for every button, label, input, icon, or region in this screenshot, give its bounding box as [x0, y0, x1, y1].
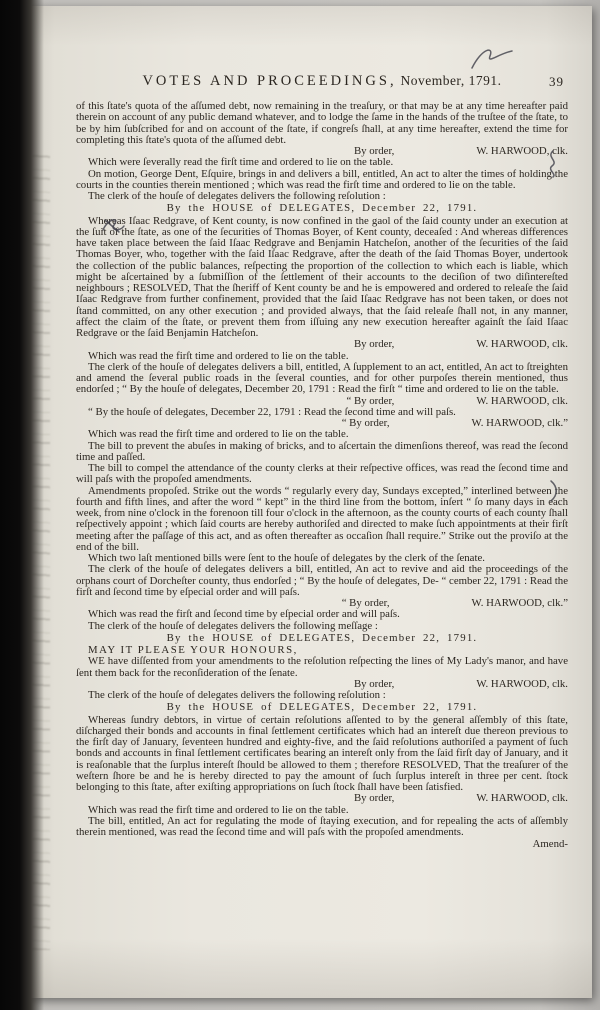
by-order-label: By order,: [353, 792, 395, 805]
by-order-line: [76, 339, 568, 350]
paragraph: Whereas ſundry debtors, in virtue of certain reſolutions aſſented to by the general aſſembly of this ſtate, diſcharged their bonds and accounts in final ſettlement certificates which had an intereſt due thereon previous to the firſt day of January, ſeventeen hundred and eighty-five, and the ſaid reſolutions authoriſed a payment of ſuch bonds and accounts in final ſettlement certificates bearing an intereſt only from the ſaid firſt day of January, and it is reaſonable that the ſurplus intereſt ſhould be allowed to them ; therefore RESOLVED, That the treaſurer of the weſtern ſhore be and he is hereby directed to pay the amount of ſuch ſurplus intereſt in three per cent. ſtock belonging to this ſtate, after exiſting appropriations on ſuch ſtock ſhall have been ſatisfied.: [76, 713, 568, 793]
by-order-label: “ By order,: [346, 394, 395, 407]
house-of-delegates-heading: By the HOUSE of DELEGATES, December 22, 1791.: [166, 202, 478, 215]
house-of-delegates-heading: By the HOUSE of DELEGATES, December 22, 1791.: [166, 701, 478, 714]
paragraph: Which was read the firſt time and ordered to lie on the table.: [88, 803, 349, 816]
paragraph: WE have diſſented from your amendments to the reſolution reſpecting the lines of My Lady's manor, and have ſent them back for the reconſideration of the ſenate.: [76, 655, 568, 679]
by-order-label: By order,: [353, 677, 395, 690]
paragraph: The clerk of the houſe of delegates delivers a bill, entitled, An act to revive and aid the proceedings of the orphans court of Dorcheſter county, thus endorſed ; “ By the houſe of delegates, De- “ cember 22, 1791 : Read the firſt and ſecond time by eſpecial order and will paſs.: [76, 563, 568, 598]
paragraph: The clerk of the houſe of delegates delivers the following reſolution :: [88, 190, 386, 202]
paragraph: Which was read the firſt time and ordered to lie on the table.: [88, 349, 349, 362]
by-order-label: “ By order,: [341, 597, 390, 609]
paragraph: The clerk of the houſe of delegates delivers a bill, entitled, A ſupplement to an act, entitled, An act to ſtreighten and amend the ſeveral public roads in the ſeveral counties, and for other purpoſes therein mentioned, thus endorſed ; “ By the houſe of delegates, December 20, 1791 : Read the firſt “ time and ordered to lie on the table.: [76, 360, 568, 396]
handwritten-bracket: [548, 478, 560, 504]
endorsement-line: “ By the houſe of delegates, December 22, 1791 : Read the ſecond time and will paſs.: [88, 405, 456, 418]
page-header: [76, 72, 568, 90]
paper-page: [26, 6, 592, 998]
paragraph: The bill, entitled, An act for regulating the mode of ſtaying execution, and for repealing the acts of aſſembly therein mentioned, was read the ſecond time and will paſs with the propoſed amendments.: [76, 814, 568, 838]
book-binding-shadow: [0, 0, 44, 1010]
paragraph: The bill to compel the attendance of the county clerks at their reſpective offices, was read the ſecond time and will paſs with the propoſed amendments.: [76, 462, 568, 486]
journal-title: VOTES AND PROCEEDINGS,: [142, 73, 397, 89]
clerk-signature: W. HARWOOD, clk.: [476, 338, 568, 351]
paragraph: Whereas Iſaac Redgrave, of Kent county, is now confined in the gaol of the ſaid county under an execution at the ſuit of the ſtate, as one of the ſecurities of Thomas Boyer, of Kent county, deceaſed : And whereas differences have taken place between the ſaid Iſaac Redgrave and Benjamin Hatcheſon, another of the ſecurities of the ſaid Thomas Boyer, who, together with the ſaid Iſaac Redgrave, after the death of the ſaid Thomas Boyer, undertook the collection of the public balances, reſpecting the proportion of the collection to which each is liable, which might be aſcertained by a ſubmiſſion of the ſettlement of their accounts to the deciſion of two diſintereſted neighbours ; RESOLVED, That the ſheriff of Kent county be and he is empowered and ordered to releaſe the ſaid Iſaac Redgrave from further confinement, provided that the ſaid Iſaac Redgrave has not been taken, or does not ſtand committed, on any other execution ; and provided always, that the ſaid releaſe ſhall not, in any manner, affect the claim of the ſtate, or prevent them from iſſuing any new execution hereafter againſt the ſaid Iſaac Redgrave or the ſaid Benjamin Hatcheſon.: [76, 214, 568, 339]
paragraph: Which were ſeverally read the firſt time and ordered to lie on the table.: [88, 156, 394, 169]
clerk-signature: W. HARWOOD, clk.”: [471, 597, 568, 609]
page-content: [76, 72, 568, 851]
paragraph: The clerk of the houſe of delegates delivers the following meſſage :: [88, 619, 378, 632]
page-number: 39: [549, 74, 564, 89]
clerk-signature: W. HARWOOD, clk.: [476, 394, 568, 407]
by-order-label: “ By order,: [341, 417, 390, 429]
clerk-signature: W. HARWOOD, clk.”: [471, 417, 568, 429]
salutation-line: MAY IT PLEASE YOUR HONOURS,: [88, 644, 298, 656]
paragraph: The clerk of the houſe of delegates delivers the following reſolution :: [88, 689, 386, 701]
clerk-signature: W. HARWOOD, clk.: [476, 145, 568, 157]
paragraph: of this ſtate's quota of the aſſumed debt, now remaining in the treaſury, or that may be at any time hereafter paid therein on account of any public demand whatever, and to lodge the ſame in the hands of the truſtee of the ſtate, to be by him ſubſcribed for and on account of the ſtate, if congreſs ſhall, at any time hereafter, extend the time for completing this ſtate's quota of the aſſumed debt.: [76, 100, 568, 146]
clerk-signature: W. HARWOOD, clk.: [476, 677, 568, 690]
paragraph: Which two laſt mentioned bills were ſent to the houſe of delegates by the clerk of the ſenate.: [88, 552, 485, 564]
clerk-signature: W. HARWOOD, clk.: [476, 792, 568, 805]
paragraph: The bill to prevent the abuſes in making of bricks, and to aſcertain the dimenſions thereof, was read the ſecond time and paſſed.: [76, 439, 568, 463]
paragraph: On motion, George Dent, Eſquire, brings in and delivers a bill, entitled, An act to alter the times of holding the courts in the counties therein mentioned ; which was read the firſt time and ordered to lie on the table.: [76, 167, 568, 191]
by-order-line: [76, 793, 568, 804]
handwritten-flourish: [544, 148, 564, 180]
paragraph: Which was read the firſt and ſecond time by eſpecial order and will paſs.: [88, 608, 400, 621]
paragraph: Amendments propoſed. Strike out the words “ regularly every day, Sundays excepted,” interlined between the fourth and fifth lines, and after the word “ kept” in the third line from the bottom, inſert “ ſo many days in each week, from nine o'clock in the forenoon till four o'clock in the afternoon, as the county courts of each county ſhall reſpectively appoint ; which ſaid courts are hereby authoriſed and directed to make ſuch appointments at their firſt meeting after the paſſage of this act, and as often thereafter as occaſion ſhall require.” Strike out the proviſo at the end of the bill.: [76, 484, 568, 553]
catchword: Amend-: [532, 838, 568, 851]
house-of-delegates-heading: By the HOUSE of DELEGATES, December 22, 1791.: [166, 631, 478, 644]
handwritten-scribble: [100, 214, 126, 236]
by-order-label: By order,: [353, 145, 395, 157]
body-text: [76, 101, 568, 851]
by-order-label: By order,: [353, 338, 395, 351]
journal-issue-date: November, 1791.: [396, 73, 502, 88]
handwritten-check-mark: [468, 44, 516, 74]
paragraph: Which was read the firſt time and ordered to lie on the table.: [88, 428, 349, 441]
